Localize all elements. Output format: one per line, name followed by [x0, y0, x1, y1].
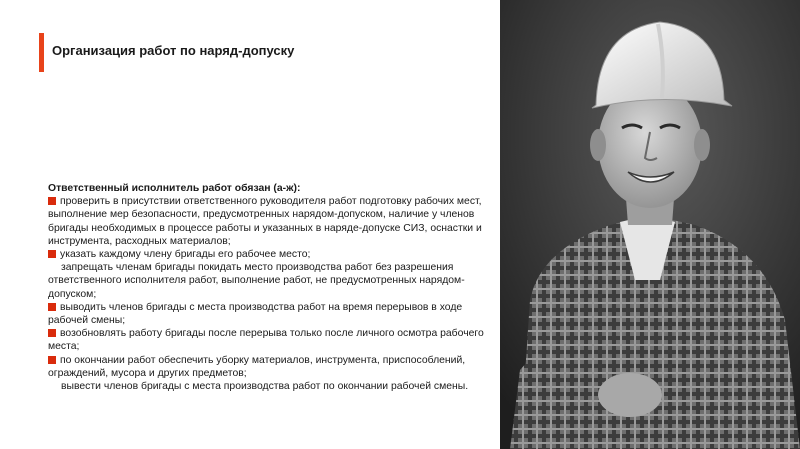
bullet-square-icon [48, 356, 56, 364]
bullet-square-icon [48, 329, 56, 337]
duty-text: запрещать членам бригады покидать место производства работ без разрешения ответственного исполнителя работ, выполнение работ, не предусмотренных нарядом-допуском; [48, 262, 465, 300]
duty-item [48, 301, 494, 327]
duties-list [48, 195, 494, 393]
duty-text: проверить в присутствии ответственного руководителя работ подготовку рабочих мест, выполнение мер безопасности, предусмотренных нарядом-допуском, наличие у членов бригады необходимых в процессе работы и указанных в наряде-допуске СИЗ, оснастки и инструмента, расходных материалов; [48, 196, 482, 247]
duty-text: возобновлять работу бригады после перерыва только после личного осмотра рабочего места; [48, 328, 484, 353]
bullet-square-icon [48, 250, 56, 258]
worker-photo [500, 0, 800, 449]
duty-text: выводить членов бригады с места производства работ на время перерывов в ходе рабочей смены; [48, 301, 463, 327]
duty-item [48, 261, 494, 301]
duty-item [48, 195, 494, 248]
bullet-square-icon [48, 303, 56, 311]
bullet-square-icon [48, 197, 56, 205]
duty-text: указать каждому члену бригады его рабочее место; [60, 249, 311, 261]
duty-item [48, 327, 494, 353]
duty-item [48, 248, 494, 261]
worker-photo-image [500, 0, 800, 449]
slide-title: Организация работ по наряд-допуску [52, 43, 295, 58]
duties-heading: Ответственный исполнитель работ обязан (а-ж): [48, 183, 301, 194]
duty-item [48, 354, 494, 380]
duty-item [48, 380, 494, 393]
duties-text-block [48, 182, 494, 393]
title-accent-bar [39, 33, 44, 72]
duty-text: вывести членов бригады с места производства работ по окончании рабочей смены. [61, 381, 469, 393]
duty-text: по окончании работ обеспечить уборку материалов, инструмента, приспособлений, ограждений, мусора и других предметов; [48, 354, 466, 379]
